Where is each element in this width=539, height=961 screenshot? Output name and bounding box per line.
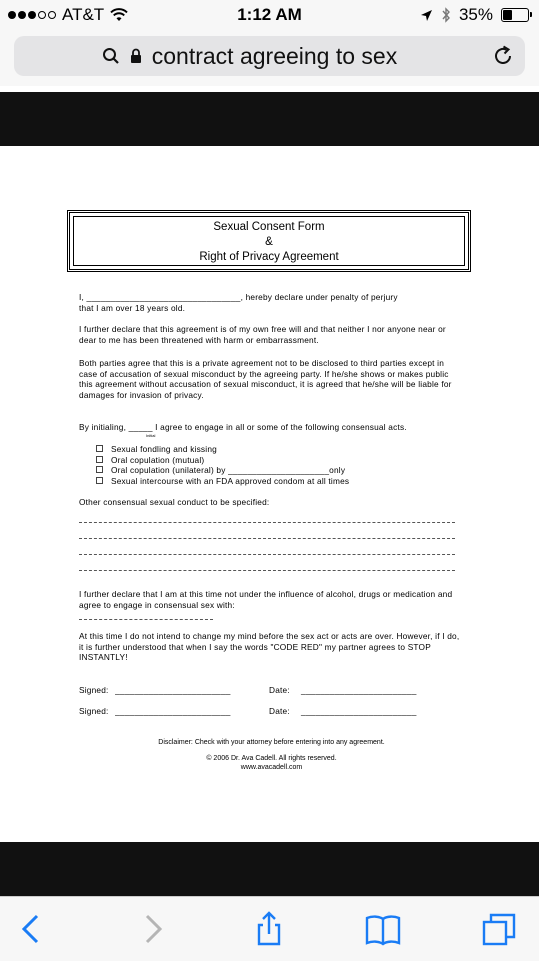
- address-bar-area: [0, 30, 539, 86]
- checkbox-icon: [96, 477, 103, 484]
- checkbox-icon: [96, 456, 103, 463]
- carrier-name: AT&T: [62, 5, 105, 24]
- list-item: Sexual fondling and kissing: [96, 444, 456, 455]
- other-conduct-label: Other consensual sexual conduct to be specified:: [79, 497, 270, 507]
- signature-row: Signed: ________________________ Date: ________________________: [79, 685, 417, 695]
- initialing-paragraph: By initialing, _____ I agree to engage in all or some of the following consensual acts.: [79, 422, 407, 432]
- free-will-paragraph: I further declare that this agreement is of my own free will and that neither I nor anyone near or dear to me has been threatened with harm or embarrassment.: [79, 324, 446, 345]
- copyright-notice: © 2006 Dr. Ava Cadell. All rights reserved.: [206, 755, 337, 762]
- bluetooth-icon: [441, 7, 451, 23]
- location-icon: [420, 9, 433, 22]
- battery-icon: [501, 8, 529, 22]
- declaration-paragraph: I, ________________________________, hereby declare under penalty of perjury that I am over 18 years old.: [79, 292, 398, 313]
- safari-toolbar: [0, 896, 539, 961]
- blank-line: [79, 522, 455, 523]
- code-red-paragraph: At this time I do not intend to change my mind before the sex act or acts are over. However, if I do, it is further understood that when I say the words "CODE RED" my partner agrees to STOP INSTANTLY!: [79, 631, 460, 663]
- document-title-ampersand: &: [265, 236, 273, 248]
- initial-caption: Initial: [146, 433, 156, 438]
- address-bar[interactable]: [14, 36, 525, 76]
- battery-level: [503, 10, 512, 20]
- bookmarks-icon[interactable]: [365, 911, 401, 947]
- forward-icon[interactable]: [134, 911, 170, 947]
- website-link: www.avacadell.com: [240, 764, 303, 771]
- disclaimer: Disclaimer: Check with your attorney before entering into any agreement.: [158, 739, 385, 746]
- document-title-box: [67, 210, 471, 272]
- checkbox-icon: [96, 466, 103, 473]
- list-item: Oral copulation (mutual): [96, 455, 456, 466]
- image-top-border: [0, 92, 539, 146]
- sobriety-paragraph: I further declare that I am at this time not under the influence of alcohol, drugs or medication and agree to engage in consensual sex with:: [79, 589, 453, 610]
- document-image: [0, 146, 539, 842]
- battery-percentage: 35%: [458, 5, 493, 24]
- list-item: Sexual intercourse with an FDA approved condom at all times: [96, 476, 456, 487]
- url-query[interactable]: contract agreeing to sex: [151, 42, 398, 69]
- checkbox-icon: [96, 445, 103, 452]
- clock: 1:12 AM: [237, 5, 302, 24]
- blank-line: [79, 554, 455, 555]
- share-icon[interactable]: [251, 911, 287, 947]
- blank-line: [79, 538, 455, 539]
- blank-line: [79, 619, 213, 620]
- document-subtitle: Right of Privacy Agreement: [199, 251, 339, 263]
- list-item: Oral copulation (unilateral) by _____________________only: [96, 465, 456, 476]
- back-icon[interactable]: [14, 911, 50, 947]
- acts-list: [96, 444, 456, 487]
- blank-line: [79, 570, 455, 571]
- image-bottom-border: [0, 842, 539, 896]
- tabs-icon[interactable]: [481, 911, 517, 947]
- signature-row: Signed: ________________________ Date: ________________________: [79, 706, 417, 716]
- reload-icon[interactable]: [489, 42, 517, 70]
- document-title: Sexual Consent Form: [213, 221, 325, 233]
- status-bar: [0, 0, 539, 30]
- search-icon: [102, 47, 120, 65]
- privacy-paragraph: Both parties agree that this is a private agreement not to be disclosed to third parties except in case of accusation of sexual misconduct by the agreeing party. If he/she shows or makes public this agreement without accusation of sexual misconduct, it is agreed that he/she will be liable for damages for invasion of privacy.: [79, 358, 452, 401]
- lock-icon: [130, 48, 142, 64]
